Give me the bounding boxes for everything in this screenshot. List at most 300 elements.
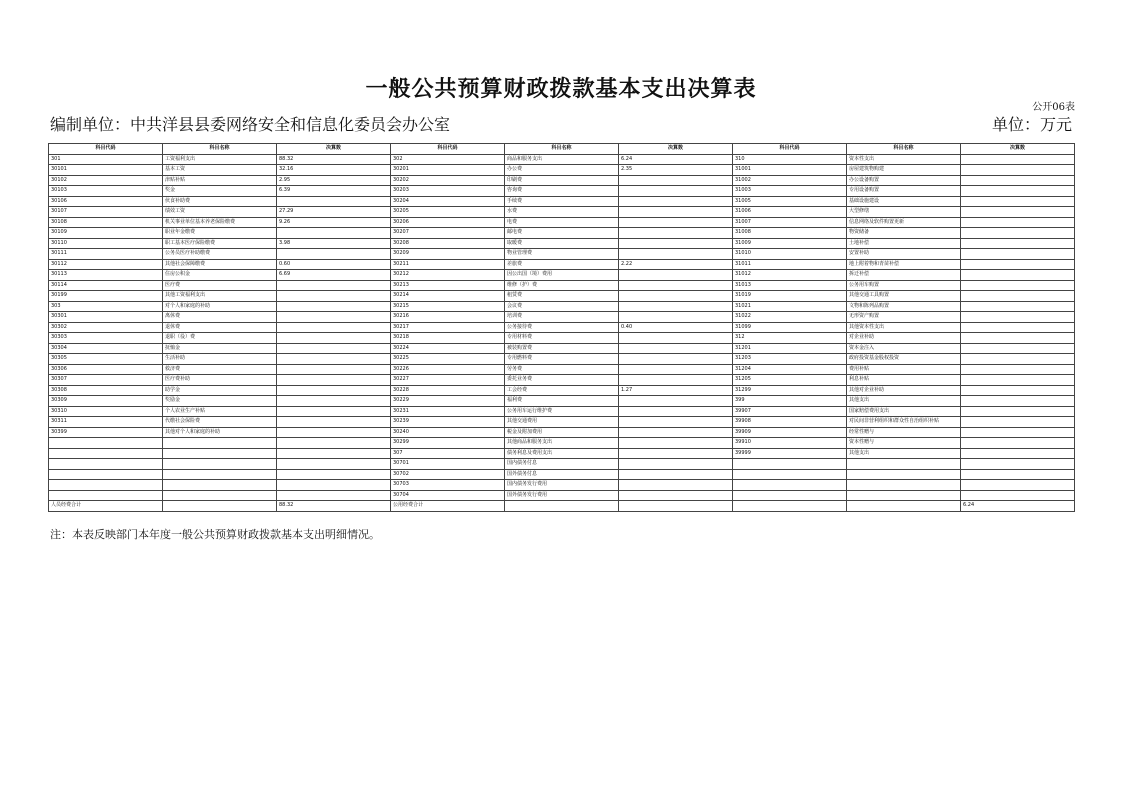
- table-cell: 32.16: [277, 165, 391, 176]
- table-cell: 30106: [49, 196, 163, 207]
- table-cell: 31011: [733, 259, 847, 270]
- table-cell: [619, 301, 733, 312]
- table-cell: 职工基本医疗保险缴费: [163, 238, 277, 249]
- table-cell: 公务接待费: [505, 322, 619, 333]
- table-cell: 职业年金缴费: [163, 228, 277, 239]
- table-cell: 其他交通费用: [505, 417, 619, 428]
- table-cell: 0.40: [619, 322, 733, 333]
- table-cell: 医疗费: [163, 280, 277, 291]
- table-cell: [961, 207, 1075, 218]
- table-row: [49, 448, 1075, 459]
- table-cell: [277, 427, 391, 438]
- table-cell: 退休费: [163, 322, 277, 333]
- table-cell: 30113: [49, 270, 163, 281]
- table-cell: 印刷费: [505, 175, 619, 186]
- table-cell: [277, 438, 391, 449]
- table-cell: 经常性赠与: [847, 427, 961, 438]
- table-cell: [277, 469, 391, 480]
- table-row: [49, 196, 1075, 207]
- table-cell: 费用补贴: [847, 364, 961, 375]
- table-cell: 对个人和家庭的补助: [163, 301, 277, 312]
- table-cell: 30702: [391, 469, 505, 480]
- table-cell: [619, 417, 733, 428]
- table-cell: 对企业补助: [847, 333, 961, 344]
- table-cell: 税金及附加费用: [505, 427, 619, 438]
- table-cell: [619, 217, 733, 228]
- table-cell: 基础设施建设: [847, 196, 961, 207]
- table-cell: [961, 165, 1075, 176]
- table-cell: 绩效工资: [163, 207, 277, 218]
- table-cell: [49, 469, 163, 480]
- table-cell: 国内债务发行费用: [505, 480, 619, 491]
- table-cell: [619, 186, 733, 197]
- table-cell: [277, 249, 391, 260]
- table-cell: 信息网络及软件购置更新: [847, 217, 961, 228]
- table-row: [49, 469, 1075, 480]
- table-cell: [619, 448, 733, 459]
- table-cell: [505, 501, 619, 512]
- table-cell: 奖励金: [163, 396, 277, 407]
- table-cell: 住房公积金: [163, 270, 277, 281]
- table-cell: 30114: [49, 280, 163, 291]
- table-cell: 310: [733, 154, 847, 165]
- table-cell: [277, 312, 391, 323]
- column-header: 决算数: [277, 144, 391, 155]
- table-cell: [733, 480, 847, 491]
- table-cell: [277, 228, 391, 239]
- table-cell: [733, 469, 847, 480]
- table-cell: 公务员医疗补助缴费: [163, 249, 277, 260]
- table-cell: [847, 501, 961, 512]
- table-row: [49, 333, 1075, 344]
- table-cell: 31003: [733, 186, 847, 197]
- column-header: 决算数: [961, 144, 1075, 155]
- table-cell: 办公费: [505, 165, 619, 176]
- table-cell: [961, 459, 1075, 470]
- table-cell: 政府投资基金股权投资: [847, 354, 961, 365]
- table-cell: [277, 375, 391, 386]
- table-cell: [961, 333, 1075, 344]
- table-cell: [277, 448, 391, 459]
- table-cell: 国外债务付息: [505, 469, 619, 480]
- table-cell: [163, 490, 277, 501]
- table-cell: 30208: [391, 238, 505, 249]
- table-cell: 30301: [49, 312, 163, 323]
- table-cell: 培训费: [505, 312, 619, 323]
- table-cell: 安置补助: [847, 249, 961, 260]
- table-cell: 公务用车购置: [847, 280, 961, 291]
- table-cell: [277, 354, 391, 365]
- table-cell: 国外债务发行费用: [505, 490, 619, 501]
- table-cell: 30215: [391, 301, 505, 312]
- table-row: [49, 238, 1075, 249]
- table-cell: [619, 501, 733, 512]
- table-cell: 30227: [391, 375, 505, 386]
- table-row: [49, 228, 1075, 239]
- table-cell: 生活补助: [163, 354, 277, 365]
- table-cell: 因公出国（境）费用: [505, 270, 619, 281]
- table-cell: 津贴补贴: [163, 175, 277, 186]
- table-cell: [961, 175, 1075, 186]
- table-cell: [733, 490, 847, 501]
- table-cell: 31201: [733, 343, 847, 354]
- table-cell: 医疗费补助: [163, 375, 277, 386]
- table-cell: [733, 459, 847, 470]
- table-cell: [961, 469, 1075, 480]
- table-cell: [619, 207, 733, 218]
- table-cell: 399: [733, 396, 847, 407]
- table-cell: 30302: [49, 322, 163, 333]
- table-cell: 31099: [733, 322, 847, 333]
- currency-unit: 单位：万元: [991, 115, 1072, 134]
- table-cell: 个人农业生产补贴: [163, 406, 277, 417]
- table-row: [49, 459, 1075, 470]
- table-cell: 30226: [391, 364, 505, 375]
- table-cell: [961, 375, 1075, 386]
- table-cell: 电费: [505, 217, 619, 228]
- total-row: [49, 501, 1075, 512]
- table-cell: [619, 333, 733, 344]
- table-cell: [961, 217, 1075, 228]
- table-cell: 31002: [733, 175, 847, 186]
- table-cell: [961, 312, 1075, 323]
- table-cell: 专用燃料费: [505, 354, 619, 365]
- table-cell: 31009: [733, 238, 847, 249]
- table-cell: 3.98: [277, 238, 391, 249]
- table-cell: 国内债务付息: [505, 459, 619, 470]
- table-cell: 31010: [733, 249, 847, 260]
- table-cell: 2.95: [277, 175, 391, 186]
- table-cell: 利息补贴: [847, 375, 961, 386]
- table-cell: 30202: [391, 175, 505, 186]
- table-cell: [619, 406, 733, 417]
- table-cell: [277, 343, 391, 354]
- table-cell: 30299: [391, 438, 505, 449]
- table-cell: 救济费: [163, 364, 277, 375]
- table-cell: [49, 459, 163, 470]
- table-cell: 6.39: [277, 186, 391, 197]
- table-cell: [961, 448, 1075, 459]
- table-cell: 奖金: [163, 186, 277, 197]
- table-cell: 30701: [391, 459, 505, 470]
- table-cell: 30303: [49, 333, 163, 344]
- table-cell: 0.60: [277, 259, 391, 270]
- table-row: [49, 480, 1075, 491]
- table-cell: 劳务费: [505, 364, 619, 375]
- table-cell: 公务用车运行维护费: [505, 406, 619, 417]
- table-cell: [961, 417, 1075, 428]
- table-cell: [961, 186, 1075, 197]
- table-row: [49, 312, 1075, 323]
- table-cell: 39999: [733, 448, 847, 459]
- table-row: [49, 259, 1075, 270]
- table-cell: [961, 438, 1075, 449]
- table-row: [49, 427, 1075, 438]
- table-cell: 30218: [391, 333, 505, 344]
- column-header: 科目名称: [505, 144, 619, 155]
- table-row: [49, 175, 1075, 186]
- table-cell: 其他工资福利支出: [163, 291, 277, 302]
- table-cell: 31299: [733, 385, 847, 396]
- table-cell: 88.32: [277, 154, 391, 165]
- table-cell: 人员经费合计: [49, 501, 163, 512]
- table-cell: 手续费: [505, 196, 619, 207]
- table-cell: 差旅费: [505, 259, 619, 270]
- table-row: [49, 165, 1075, 176]
- table-cell: 30111: [49, 249, 163, 260]
- column-header: 科目代码: [391, 144, 505, 155]
- table-cell: 31205: [733, 375, 847, 386]
- table-cell: 30201: [391, 165, 505, 176]
- table-cell: 31013: [733, 280, 847, 291]
- table-cell: 9.26: [277, 217, 391, 228]
- table-row: [49, 186, 1075, 197]
- table-cell: [961, 385, 1075, 396]
- table-cell: 债务利息及费用支出: [505, 448, 619, 459]
- table-cell: [619, 238, 733, 249]
- table-cell: 其他支出: [847, 396, 961, 407]
- table-row: [49, 207, 1075, 218]
- table-cell: 其他对个人和家庭的补助: [163, 427, 277, 438]
- table-cell: [163, 438, 277, 449]
- table-cell: 30108: [49, 217, 163, 228]
- table-cell: 30216: [391, 312, 505, 323]
- table-cell: [961, 228, 1075, 239]
- table-cell: 助学金: [163, 385, 277, 396]
- table-cell: [163, 480, 277, 491]
- table-cell: 39909: [733, 427, 847, 438]
- table-cell: 31022: [733, 312, 847, 323]
- table-cell: 30211: [391, 259, 505, 270]
- table-cell: [961, 490, 1075, 501]
- table-cell: 基本工资: [163, 165, 277, 176]
- table-cell: [619, 427, 733, 438]
- table-cell: 其他对企业补助: [847, 385, 961, 396]
- table-cell: 其他交通工具购置: [847, 291, 961, 302]
- table-cell: [847, 469, 961, 480]
- table-cell: [961, 354, 1075, 365]
- table-cell: 30228: [391, 385, 505, 396]
- table-cell: [961, 238, 1075, 249]
- table-cell: 工会经费: [505, 385, 619, 396]
- table-cell: 拆迁补偿: [847, 270, 961, 281]
- table-cell: [277, 459, 391, 470]
- table-cell: [961, 154, 1075, 165]
- table-cell: 30212: [391, 270, 505, 281]
- table-cell: [277, 385, 391, 396]
- table-cell: [961, 406, 1075, 417]
- table-row: [49, 291, 1075, 302]
- table-cell: 30204: [391, 196, 505, 207]
- table-cell: [277, 406, 391, 417]
- table-row: [49, 406, 1075, 417]
- table-cell: 30209: [391, 249, 505, 260]
- table-cell: 邮电费: [505, 228, 619, 239]
- table-cell: 31007: [733, 217, 847, 228]
- table-cell: [49, 448, 163, 459]
- table-cell: [277, 417, 391, 428]
- table-cell: 地上附着物和青苗补偿: [847, 259, 961, 270]
- table-cell: [961, 259, 1075, 270]
- table-cell: [961, 249, 1075, 260]
- table-cell: [277, 396, 391, 407]
- table-cell: 301: [49, 154, 163, 165]
- table-cell: 代缴社会保险费: [163, 417, 277, 428]
- table-cell: 资本金注入: [847, 343, 961, 354]
- table-cell: [277, 333, 391, 344]
- table-cell: 31012: [733, 270, 847, 281]
- table-cell: [619, 228, 733, 239]
- table-row: [49, 417, 1075, 428]
- footnote: 注：本表反映部门本年度一般公共预算财政拨款基本支出明细情况。: [50, 528, 380, 541]
- table-cell: 30112: [49, 259, 163, 270]
- table-cell: 文物和陈列品购置: [847, 301, 961, 312]
- table-cell: 其他支出: [847, 448, 961, 459]
- table-cell: 物业管理费: [505, 249, 619, 260]
- table-cell: 39910: [733, 438, 847, 449]
- table-cell: [163, 501, 277, 512]
- table-row: [49, 301, 1075, 312]
- table-cell: [277, 291, 391, 302]
- table-cell: 伙食补助费: [163, 196, 277, 207]
- table-row: [49, 438, 1075, 449]
- table-cell: 31203: [733, 354, 847, 365]
- table-cell: 27.29: [277, 207, 391, 218]
- table-cell: 福利费: [505, 396, 619, 407]
- table-cell: 机关事业单位基本养老保险缴费: [163, 217, 277, 228]
- table-cell: 30110: [49, 238, 163, 249]
- table-cell: [163, 459, 277, 470]
- table-cell: [277, 196, 391, 207]
- table-cell: 专用材料费: [505, 333, 619, 344]
- compiling-unit: 编制单位：中共洋县县委网络安全和信息化委员会办公室: [50, 115, 451, 134]
- table-row: [49, 154, 1075, 165]
- table-cell: 大型修缮: [847, 207, 961, 218]
- table-cell: [619, 480, 733, 491]
- table-cell: 6.24: [961, 501, 1075, 512]
- table-cell: 30231: [391, 406, 505, 417]
- table-cell: 国家赔偿费用支出: [847, 406, 961, 417]
- table-cell: [961, 396, 1075, 407]
- table-cell: 30107: [49, 207, 163, 218]
- table-cell: 会议费: [505, 301, 619, 312]
- column-header: 科目代码: [733, 144, 847, 155]
- table-cell: 30205: [391, 207, 505, 218]
- table-cell: 土地补偿: [847, 238, 961, 249]
- table-row: [49, 249, 1075, 260]
- table-cell: [847, 459, 961, 470]
- table-cell: 其他社会保障缴费: [163, 259, 277, 270]
- table-cell: 维修（护）费: [505, 280, 619, 291]
- column-header: 科目名称: [847, 144, 961, 155]
- table-cell: [619, 438, 733, 449]
- column-header: 科目名称: [163, 144, 277, 155]
- table-row: [49, 280, 1075, 291]
- table-cell: [277, 480, 391, 491]
- table-cell: [619, 280, 733, 291]
- table-cell: 30239: [391, 417, 505, 428]
- table-cell: 其他资本性支出: [847, 322, 961, 333]
- table-cell: 被装购置费: [505, 343, 619, 354]
- table-cell: 30217: [391, 322, 505, 333]
- table-cell: [619, 270, 733, 281]
- table-cell: 31001: [733, 165, 847, 176]
- table-cell: 30213: [391, 280, 505, 291]
- table-cell: 其他商品和服务支出: [505, 438, 619, 449]
- table-cell: 31019: [733, 291, 847, 302]
- table-cell: 303: [49, 301, 163, 312]
- table-cell: 30308: [49, 385, 163, 396]
- table-cell: 6.24: [619, 154, 733, 165]
- table-row: [49, 354, 1075, 365]
- table-row: [49, 322, 1075, 333]
- table-row: [49, 375, 1075, 386]
- table-cell: 工资福利支出: [163, 154, 277, 165]
- table-cell: [49, 480, 163, 491]
- table-cell: 物资储备: [847, 228, 961, 239]
- table-cell: 6.69: [277, 270, 391, 281]
- table-cell: 咨询费: [505, 186, 619, 197]
- table-cell: [847, 490, 961, 501]
- table-cell: 39907: [733, 406, 847, 417]
- table-cell: 30399: [49, 427, 163, 438]
- column-header: 决算数: [619, 144, 733, 155]
- form-number: 公开06表: [1032, 102, 1075, 113]
- table-cell: 办公设备购置: [847, 175, 961, 186]
- table-cell: [277, 301, 391, 312]
- table-cell: 30704: [391, 490, 505, 501]
- table-cell: 312: [733, 333, 847, 344]
- table-cell: 30102: [49, 175, 163, 186]
- table-row: [49, 385, 1075, 396]
- table-cell: [619, 364, 733, 375]
- table-cell: 租赁费: [505, 291, 619, 302]
- table-cell: [619, 175, 733, 186]
- table-cell: [49, 438, 163, 449]
- table-cell: 31008: [733, 228, 847, 239]
- table-cell: 30224: [391, 343, 505, 354]
- table-cell: [619, 196, 733, 207]
- table-cell: 对民间非营利组织和群众性自治组织补贴: [847, 417, 961, 428]
- table-cell: [277, 322, 391, 333]
- table-cell: [619, 375, 733, 386]
- table-cell: 30310: [49, 406, 163, 417]
- table-cell: [49, 490, 163, 501]
- table-cell: 抚恤金: [163, 343, 277, 354]
- table-cell: 资本性赠与: [847, 438, 961, 449]
- table-cell: [277, 280, 391, 291]
- table-cell: 31006: [733, 207, 847, 218]
- table-cell: 307: [391, 448, 505, 459]
- table-cell: 31021: [733, 301, 847, 312]
- table-cell: [961, 427, 1075, 438]
- table-cell: 30305: [49, 354, 163, 365]
- table-cell: 30203: [391, 186, 505, 197]
- table-cell: [163, 448, 277, 459]
- table-cell: [619, 396, 733, 407]
- table-cell: 302: [391, 154, 505, 165]
- table-cell: 取暖费: [505, 238, 619, 249]
- table-header-row: [49, 144, 1075, 155]
- table-cell: [961, 364, 1075, 375]
- table-cell: 1.27: [619, 385, 733, 396]
- table-cell: 30199: [49, 291, 163, 302]
- table-row: [49, 270, 1075, 281]
- table-cell: 30206: [391, 217, 505, 228]
- table-cell: 30703: [391, 480, 505, 491]
- table-cell: [847, 480, 961, 491]
- table-cell: 30229: [391, 396, 505, 407]
